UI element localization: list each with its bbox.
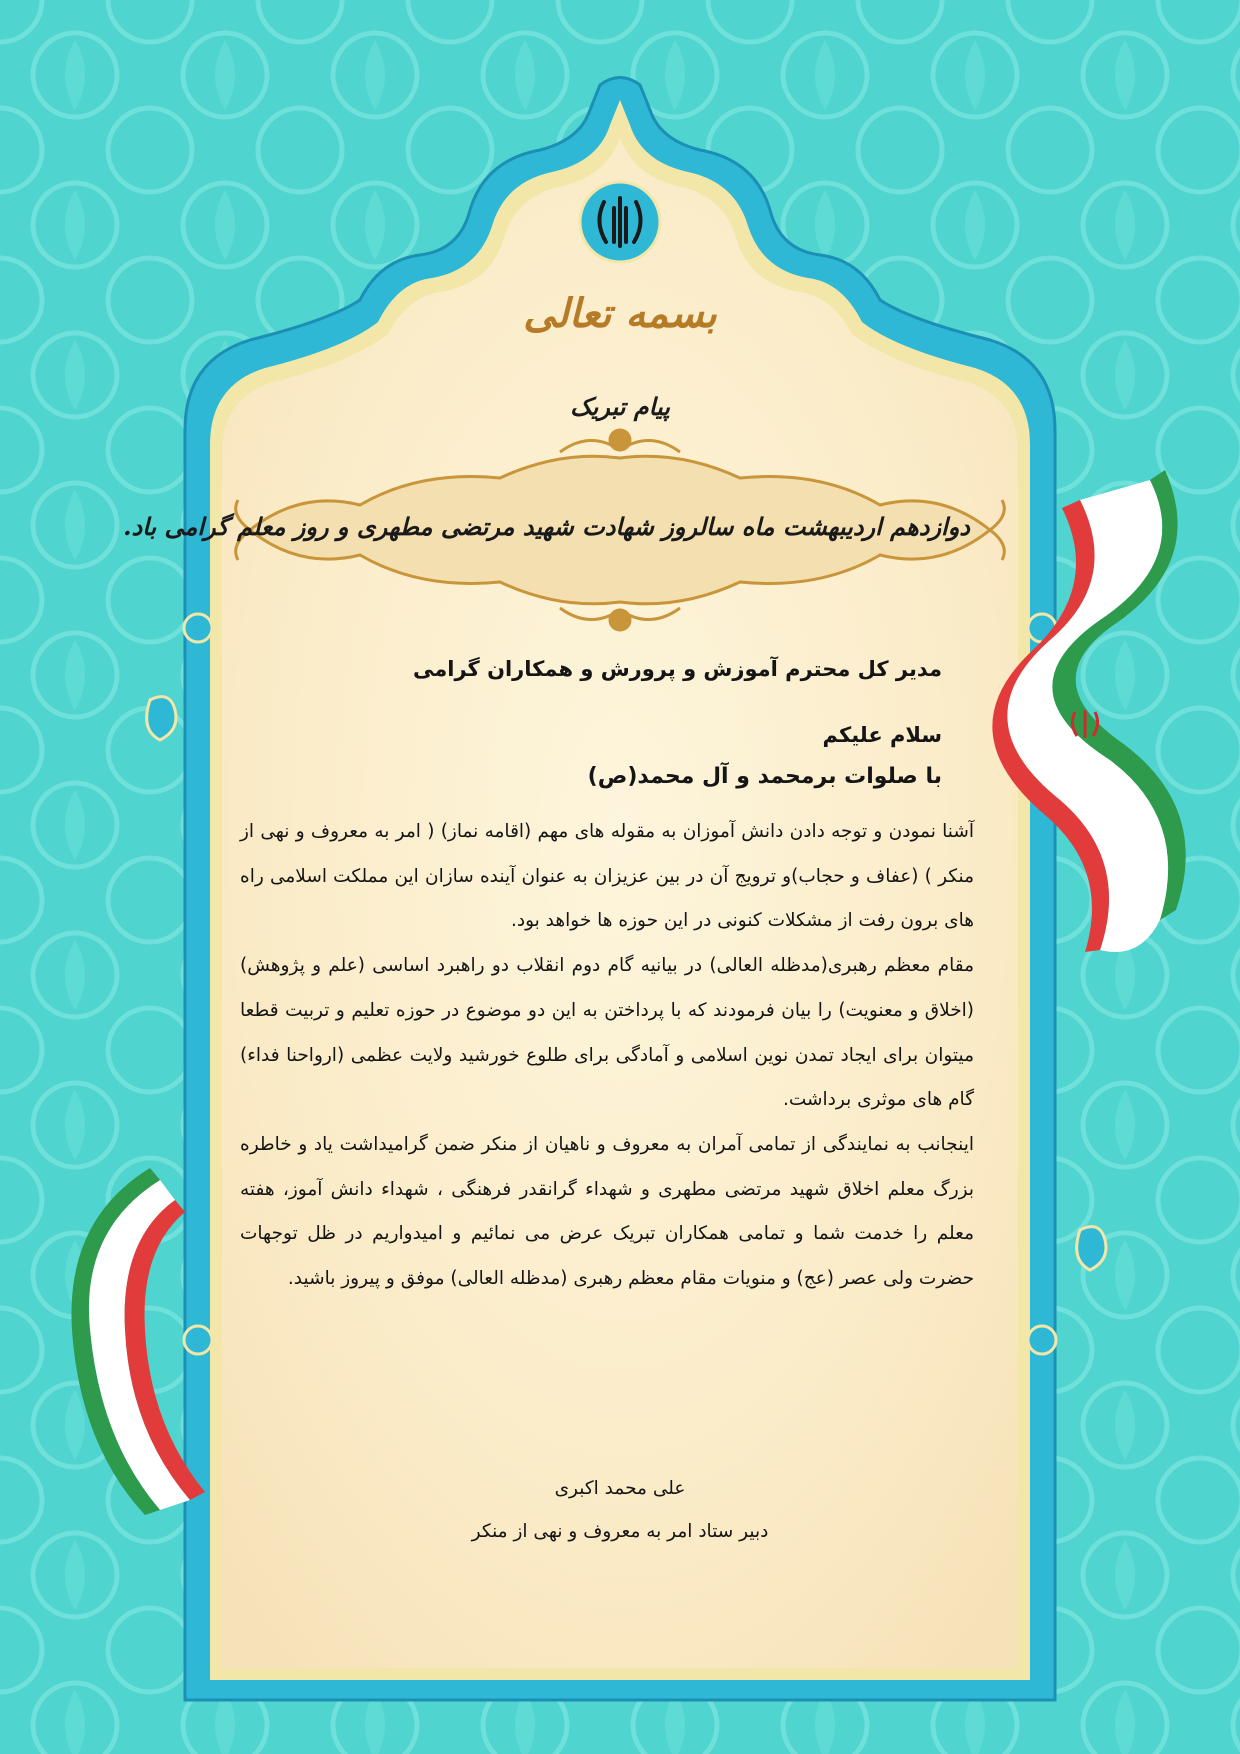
letter-paragraph-1: آشنا نمودن و توجه دادن دانش آموزان به مقوله های مهم (اقامه نماز) ( امر به معروف و نهی از منکر ) (عفاف و حجاب)و ترویج آن در بین عزیزان به عنوان آینده سازان این مملکت اسلامی راه های برون رفت از مشکلات کنونی در این حوزه ها خواهد بود.	[240, 821, 974, 932]
signature-role: دبیر ستاد امر به معروف و نهی از منکر	[471, 1521, 769, 1542]
letter-paragraph-2: مقام معظم رهبری(مدظله العالی) در بیانیه گام دوم انقلاب دو راهبرد اساسی (علم و پژوهش) (اخلاق و معنویت) را بیان فرمودند که با پرداختن به این دو موضوع در حوزه تعلیم و تربیت قطعا میتوان برای ایجاد تمدن نوین اسلامی و آمادگی برای طلوع خورشید ولایت عظمی (ارواحنا فداء) گام های موثری برداشت.	[240, 955, 974, 1111]
salawat-line: با صلوات برمحمد و آل محمد(ص)	[587, 764, 942, 789]
banner-text: دوازدهم اردیبهشت ماه سالروز شهادت شهید مرتضی مطهری و روز معلم گرامی باد.	[123, 512, 970, 541]
letter-paragraph-3: اینجانب به نمایندگی از تمامی آمران به معروف و ناهیان از منکر ضمن گرامیداشت یاد و خاطره بزرگ معلم اخلاق شهید مرتضی مطهری و شهداء گرانقدر فرهنگی ، شهداء دانش آموز، هفته معلم را خدمت شما و تمامی همکاران تبریک عرض می نمائیم و امیدواریم در ظل توجهات حضرت ولی عصر (عج) و منویات مقام معظم رهبری (مدظله العالی) موفق و پیروز باشید.	[240, 1133, 974, 1290]
letter-body	[240, 810, 974, 1302]
congratulation-subtitle: پیام تبریک	[570, 392, 670, 421]
basmala-title: بسمه تعالی	[523, 290, 717, 337]
recipient-line: مدیر کل محترم آموزش و پرورش و همکاران گرامی	[413, 657, 942, 681]
signature-name: علی محمد اکبری	[554, 1478, 686, 1499]
emblem-icon	[580, 182, 660, 262]
greeting-line: سلام علیکم	[822, 723, 942, 747]
